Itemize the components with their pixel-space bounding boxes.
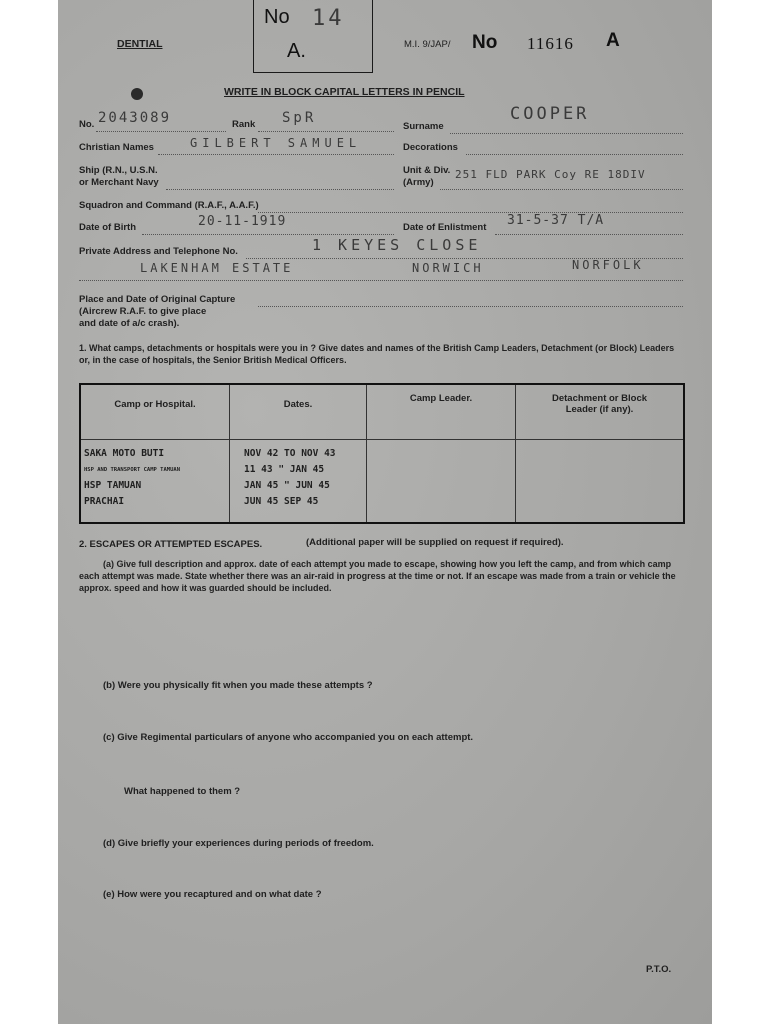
pto-label: P.T.O. bbox=[646, 964, 672, 975]
stamp-number: 14 bbox=[312, 6, 345, 31]
unit-label-line2: (Army) bbox=[403, 177, 434, 188]
no-label: No. bbox=[79, 119, 95, 130]
address-line1-field[interactable]: 1 KEYES CLOSE bbox=[312, 236, 482, 254]
punch-hole bbox=[131, 88, 143, 100]
header-camp: Camp or Hospital. bbox=[80, 384, 230, 440]
capture-label-line1: Place and Date of Original Capture bbox=[79, 294, 236, 305]
enlistment-label: Date of Enlistment bbox=[403, 222, 487, 233]
address-line3-field[interactable]: NORWICH bbox=[412, 261, 484, 275]
camp-entry: HSP AND TRANSPORT CAMP TAMUAN bbox=[84, 467, 181, 473]
camp-entry: PRACHAI bbox=[84, 496, 125, 507]
form-reference: M.I. 9/JAP/ bbox=[404, 39, 451, 50]
rank-label: Rank bbox=[232, 119, 256, 130]
unit-field[interactable]: 251 FLD PARK Coy RE 18DIV bbox=[455, 168, 646, 181]
dates-entry: JAN 45 " JUN 45 bbox=[244, 480, 330, 491]
question-2c: (c) Give Regimental particulars of anyone who accompanied you on each attempt. bbox=[103, 732, 474, 743]
header-detachment-leader: Detachment or Block Leader (if any). bbox=[516, 384, 685, 440]
unit-label-line1: Unit & Div. bbox=[403, 165, 451, 176]
dates-entry: 11 43 " JAN 45 bbox=[244, 464, 325, 475]
dob-field[interactable]: 20-11-1919 bbox=[198, 214, 287, 229]
address-line4-field[interactable]: NORFOLK bbox=[572, 258, 644, 272]
stamp-letter: A. bbox=[287, 40, 306, 62]
ship-label-line2: or Merchant Navy bbox=[79, 177, 159, 188]
question-2-note: (Additional paper will be supplied on request if required). bbox=[306, 537, 564, 548]
dates-entry: JUN 45 SEP 45 bbox=[244, 496, 319, 507]
address-label: Private Address and Telephone No. bbox=[79, 246, 238, 257]
camp-leader-column[interactable] bbox=[367, 440, 516, 524]
dates-column[interactable] bbox=[230, 440, 367, 524]
service-number-field[interactable]: 2043089 bbox=[98, 110, 172, 126]
question-2a: (a) Give full description and approx. date of each attempt you made to escape, showing how you left the camp, and from which camp each attempt was made. State whether there was an air-raid in progress at the time or not. If an escape was made from a train or vehicle the approx. speed and how it was guarded should be included. bbox=[79, 559, 676, 593]
capture-label-line2: (Aircrew R.A.F. to give place bbox=[79, 306, 207, 317]
surname-field[interactable]: COOPER bbox=[510, 104, 590, 124]
serial-suffix: A bbox=[606, 30, 620, 51]
question-2b: (b) Were you physically fit when you made these attempts ? bbox=[103, 680, 373, 691]
surname-label: Surname bbox=[403, 121, 444, 132]
question-1: 1. What camps, detachments or hospitals were you in ? Give dates and names of the British Camp Leaders, Detachment (or Block) Leaders or, in the case of hospitals, the Senior British Medical Officers. bbox=[79, 343, 675, 365]
dob-label: Date of Birth bbox=[79, 222, 136, 233]
stamp-no: No bbox=[264, 6, 290, 28]
serial-number: 11616 bbox=[527, 34, 574, 53]
classification-label: DENTIAL bbox=[117, 38, 163, 50]
question-2e: (e) How were you recaptured and on what date ? bbox=[103, 889, 322, 900]
christian-names-field[interactable]: GILBERT SAMUEL bbox=[190, 136, 362, 150]
christian-names-label: Christian Names bbox=[79, 142, 154, 153]
enlistment-field[interactable]: 31-5-37 T/A bbox=[507, 213, 605, 228]
rank-field[interactable]: SpR bbox=[282, 110, 317, 126]
capture-label-line3: and date of a/c crash). bbox=[79, 318, 180, 329]
camps-table bbox=[79, 383, 685, 524]
detachment-leader-column[interactable] bbox=[516, 440, 685, 524]
decorations-label: Decorations bbox=[403, 142, 458, 153]
question-2-heading: 2. ESCAPES OR ATTEMPTED ESCAPES. bbox=[79, 539, 263, 550]
squadron-label: Squadron and Command (R.A.F., A.A.F.) bbox=[79, 200, 259, 211]
address-line2-field[interactable]: LAKENHAM ESTATE bbox=[140, 261, 294, 275]
camp-entry: HSP TAMUAN bbox=[84, 480, 142, 491]
question-2c-sub: What happened to them ? bbox=[124, 786, 241, 797]
serial-no-label: No bbox=[472, 32, 498, 53]
header-dates: Dates. bbox=[230, 384, 367, 440]
ship-label-line1: Ship (R.N., U.S.N. bbox=[79, 165, 158, 176]
header-camp-leader: Camp Leader. bbox=[367, 384, 516, 440]
dates-entry: NOV 42 TO NOV 43 bbox=[244, 448, 336, 459]
camp-entry: SAKA MOTO BUTI bbox=[84, 448, 165, 459]
instruction-heading: WRITE IN BLOCK CAPITAL LETTERS IN PENCIL bbox=[224, 86, 465, 98]
question-2d: (d) Give briefly your experiences during periods of freedom. bbox=[103, 838, 374, 849]
camp-column[interactable] bbox=[80, 440, 230, 524]
